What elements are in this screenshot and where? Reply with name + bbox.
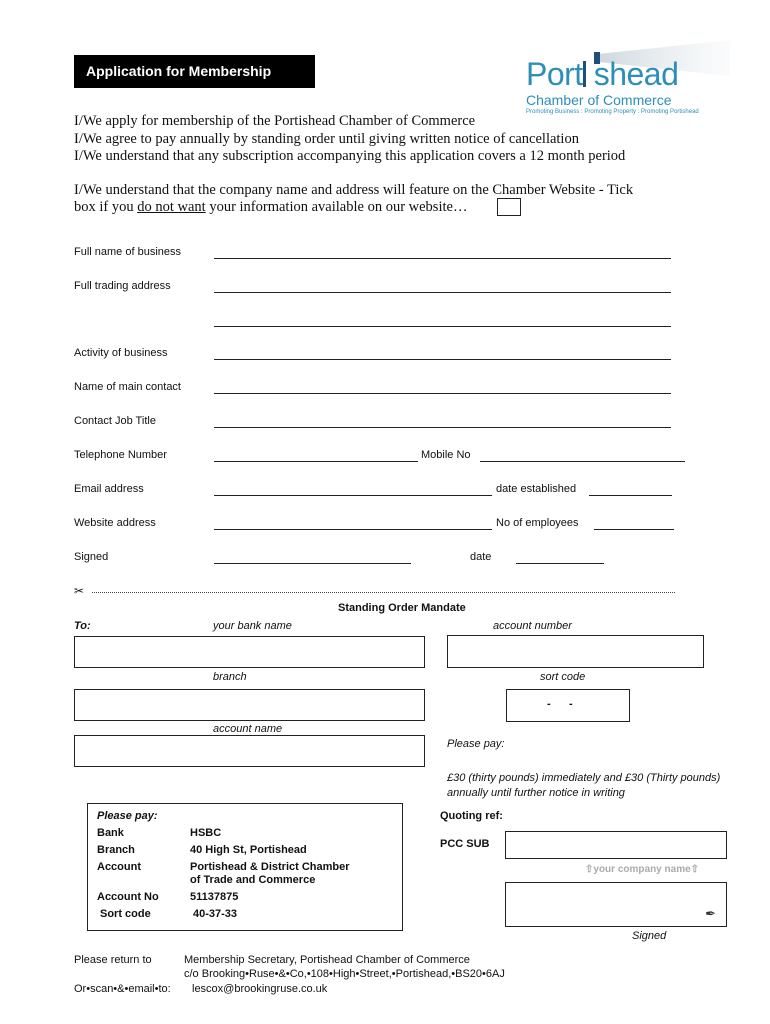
account-value-1: Portishead & District Chamber	[190, 861, 350, 873]
sort-code-input[interactable]	[506, 689, 630, 722]
activity-input[interactable]	[214, 359, 671, 360]
payee-details-box	[87, 803, 403, 931]
job-title-label: Contact Job Title	[74, 415, 156, 427]
intro-line-4: I/We understand that the company name and address will feature on the Chamber Website - Tick	[74, 182, 634, 198]
sort-code-label: sort code	[540, 671, 586, 683]
date-label: date	[470, 551, 492, 563]
job-title-input[interactable]	[214, 427, 671, 428]
website-label: Website address	[74, 517, 156, 529]
return-line-2: c/o Brooking•Ruse•&•Co,•108•High•Street,•Portishead,•BS20•6AJ	[184, 968, 505, 980]
mobile-label: Mobile No	[421, 449, 471, 461]
intro-line-1: I/We apply for membership of the Portishead Chamber of Commerce	[74, 113, 476, 129]
date-established-input[interactable]	[589, 495, 672, 496]
amount-line-2: annually until further notice in writing	[447, 787, 625, 799]
account-value-2: of Trade and Commerce	[190, 874, 316, 886]
up-arrow-icon: ⇧	[585, 864, 594, 875]
address-label: Full trading address	[74, 280, 171, 292]
full-name-input[interactable]	[214, 258, 671, 259]
intro-line-5-underlined: do not want	[137, 199, 206, 215]
company-name-input[interactable]	[505, 831, 727, 859]
account-name-input[interactable]	[74, 735, 425, 767]
sort-code-detail-label: Sort code	[100, 908, 151, 920]
account-no-label: Account No	[97, 891, 159, 903]
up-arrow-icon: ⇧	[690, 864, 700, 875]
date-input[interactable]	[516, 563, 604, 564]
return-line-1: Membership Secretary, Portishead Chamber of Commerce	[184, 954, 470, 966]
account-number-label: account number	[493, 620, 572, 632]
intro-line-2: I/We agree to pay annually by standing order until giving written notice of cancellation	[74, 131, 579, 147]
employees-label: No of employees	[496, 517, 579, 529]
please-pay-label: Please pay:	[447, 738, 505, 750]
return-label: Please return to	[74, 954, 152, 966]
amount-line-1: £30 (thirty pounds) immediately and £30 (Thirty pounds)	[447, 772, 721, 784]
company-name-hint	[585, 864, 699, 875]
logo-shead: shead	[593, 56, 679, 92]
signed-label: Signed	[74, 551, 109, 563]
signed-input[interactable]	[214, 563, 411, 564]
chamber-logo	[520, 40, 730, 120]
intro-line-3: I/We understand that any subscription accompanying this application covers a 12 month period	[74, 148, 626, 164]
sort-code-separators: - -	[547, 698, 573, 710]
mobile-input[interactable]	[480, 461, 685, 462]
activity-label: Activity of business	[74, 347, 168, 359]
pen-icon: ✒	[705, 906, 716, 921]
account-number-input[interactable]	[447, 635, 704, 668]
scan-label: Or•scan•&•email•to:	[74, 983, 171, 995]
telephone-input[interactable]	[214, 461, 418, 462]
contact-input[interactable]	[214, 393, 671, 394]
branch-input[interactable]	[74, 689, 425, 721]
logo-tagline: Promoting Business : Promoting Property : Promoting Portishead	[526, 109, 699, 115]
branch-value: 40 High St, Portishead	[190, 844, 307, 856]
telephone-label: Telephone Number	[74, 449, 167, 461]
to-label: To:	[74, 620, 91, 632]
pcc-sub-label: PCC SUB	[440, 838, 490, 850]
website-optout-checkbox[interactable]	[497, 198, 521, 216]
account-name-label: account name	[213, 723, 283, 735]
address-input-2[interactable]	[214, 326, 671, 327]
branch-detail-label: Branch	[97, 844, 135, 856]
date-established-label: date established	[496, 483, 577, 495]
bank-name-input[interactable]	[74, 636, 425, 668]
signed-caption: Signed	[632, 930, 667, 942]
email-input[interactable]	[214, 495, 492, 496]
logo-subtitle: Chamber of Commerce	[526, 92, 672, 108]
intro-line-5	[74, 199, 467, 216]
employees-input[interactable]	[594, 529, 674, 530]
branch-label: branch	[213, 671, 247, 683]
intro-line-5-post: your information available on our website…	[205, 199, 468, 215]
full-name-label: Full name of business	[74, 246, 181, 258]
bank-name-label: your bank name	[213, 620, 292, 632]
account-label: Account	[97, 861, 141, 873]
account-no-value: 51137875	[190, 891, 239, 903]
scissors-icon: ✂	[74, 584, 85, 598]
signature-input[interactable]	[505, 882, 727, 927]
payee-heading: Please pay:	[97, 810, 158, 822]
mandate-title: Standing Order Mandate	[338, 602, 466, 614]
address-input-1[interactable]	[214, 292, 671, 293]
page-title: Application for Membership	[74, 55, 315, 88]
company-name-hint-text: your company name	[593, 864, 691, 875]
sort-code-detail-value: 40-37-33	[193, 908, 238, 920]
email-label: Email address	[74, 483, 144, 495]
bank-value: HSBC	[190, 827, 222, 839]
quoting-ref-label: Quoting ref:	[440, 810, 503, 822]
contact-label: Name of main contact	[74, 381, 181, 393]
website-input[interactable]	[214, 529, 492, 530]
intro-line-5-pre: box if you	[74, 199, 138, 215]
bank-label: Bank	[97, 827, 124, 839]
email-link[interactable]: lescox@brookingruse.co.uk	[192, 983, 328, 995]
cut-line	[92, 592, 675, 593]
logo-port: Port	[526, 56, 583, 92]
